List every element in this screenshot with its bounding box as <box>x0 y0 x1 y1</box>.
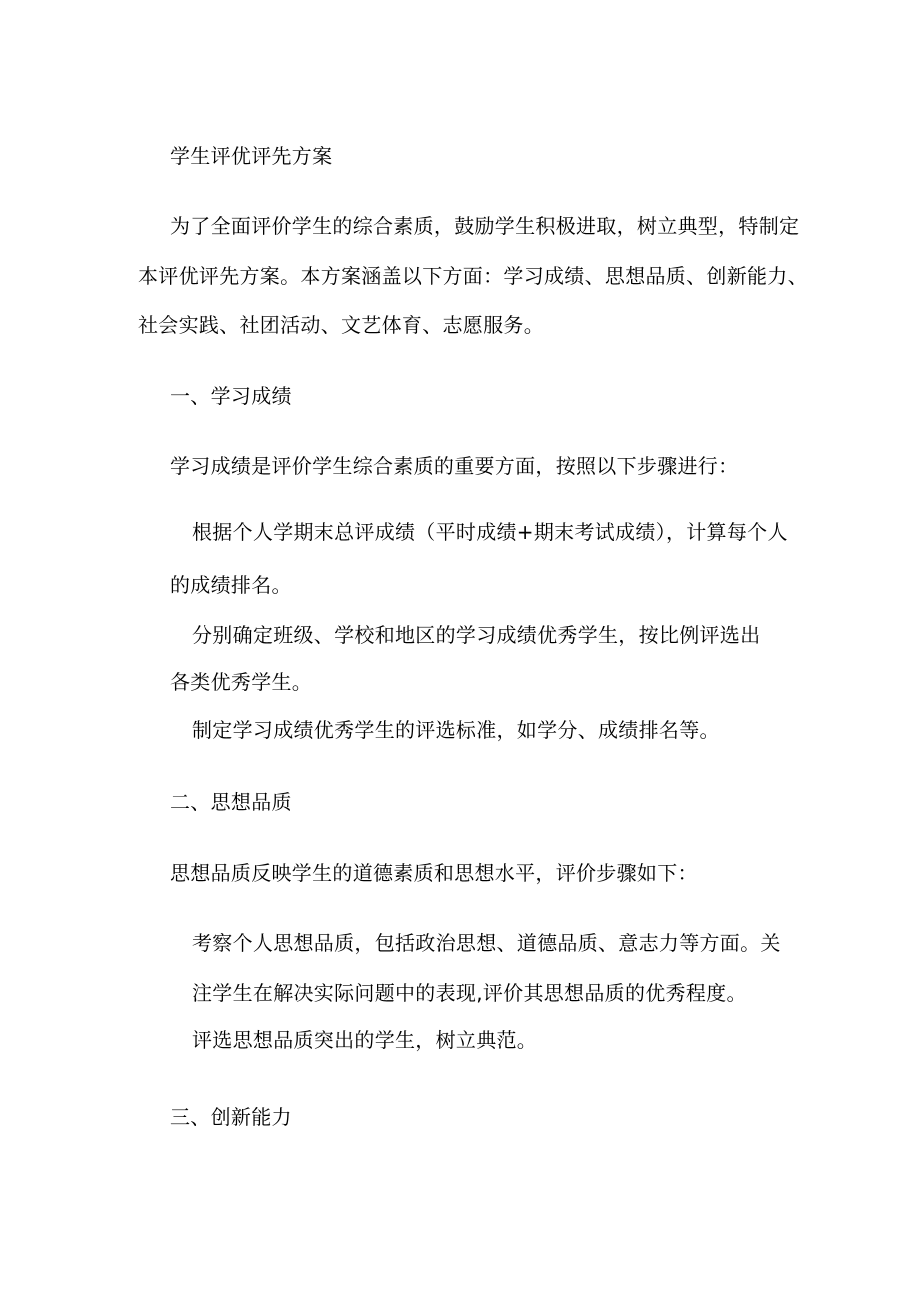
section-1-item-2-line-2: 各类优秀学生。 <box>170 670 313 694</box>
section-2-item-1-line-2: 注学生在解决实际问题中的表现,评价其思想品质的优秀程度。 <box>192 981 747 1005</box>
intro-line-2: 本评优评先方案。本方案涵盖以下方面：学习成绩、思想品质、创新能力、 <box>138 264 808 288</box>
section-1-item-2-line-1: 分别确定班级、学校和地区的学习成绩优秀学生，按比例评选出 <box>192 623 761 647</box>
section-1-item-3: 制定学习成绩优秀学生的评选标准，如学分、成绩排名等。 <box>192 718 720 742</box>
section-3-heading: 三、创新能力 <box>170 1105 292 1129</box>
section-2-lead: 思想品质反映学生的道德素质和思想水平，评价步骤如下： <box>170 861 698 885</box>
section-2-heading: 二、思想品质 <box>170 790 292 814</box>
section-2-item-2: 评选思想品质突出的学生，树立典范。 <box>192 1028 538 1052</box>
section-2-item-1-line-1: 考察个人思想品质，包括政治思想、道德品质、意志力等方面。关 <box>192 931 781 955</box>
section-1-heading: 一、学习成绩 <box>170 384 292 408</box>
section-1-item-1-line-1: 根据个人学期末总评成绩（平时成绩+期末考试成绩），计算每个人 <box>192 520 788 544</box>
intro-line-3: 社会实践、社团活动、文艺体育、志愿服务。 <box>138 313 544 337</box>
intro-line-1: 为了全面评价学生的综合素质，鼓励学生积极进取，树立典型，特制定 <box>170 214 800 238</box>
section-1-lead: 学习成绩是评价学生综合素质的重要方面，按照以下步骤进行： <box>170 454 739 478</box>
document-title: 学生评优评先方案 <box>170 144 333 168</box>
section-1-item-1-line-2: 的成绩排名。 <box>170 573 292 597</box>
